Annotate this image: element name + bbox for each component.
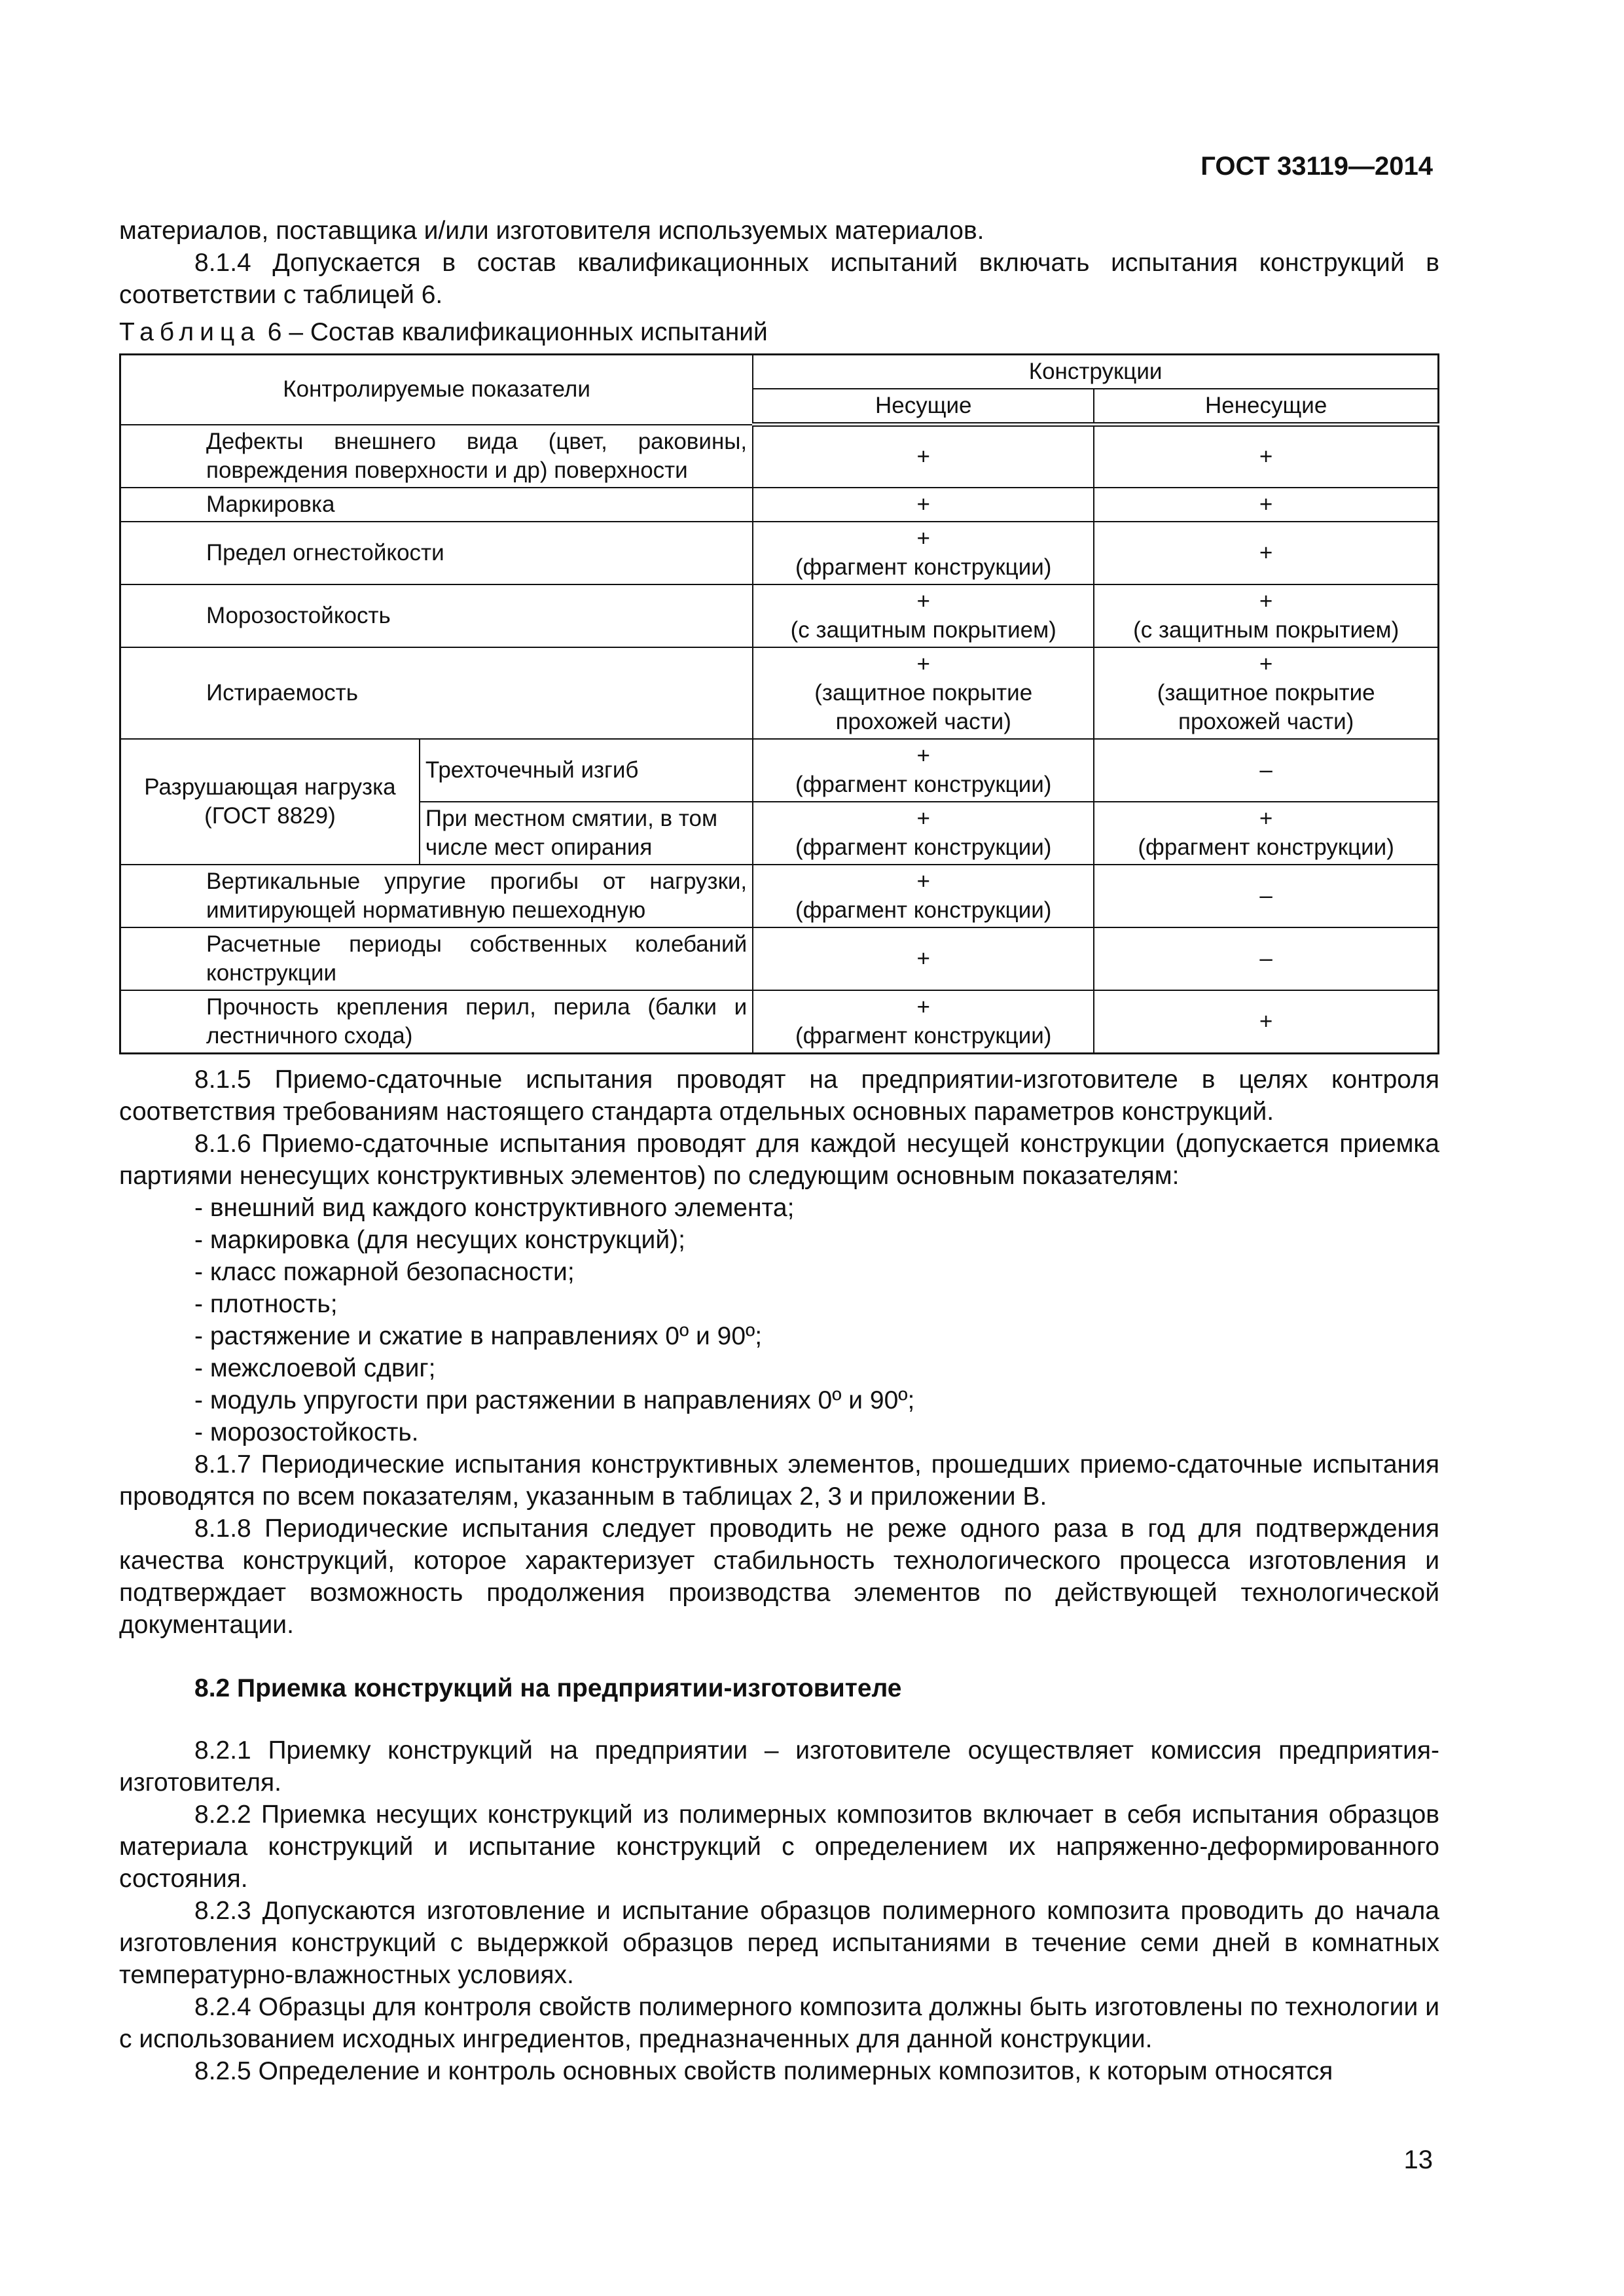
cell-line: прохожей части) bbox=[1178, 708, 1354, 734]
row-load-bearing bbox=[753, 865, 1094, 927]
list-item: - внешний вид каждого конструктивного элемента; bbox=[194, 1193, 795, 1222]
row-load-bearing bbox=[753, 647, 1094, 739]
row-load-bearing: + bbox=[753, 927, 1094, 990]
qualification-tests-table bbox=[119, 353, 1439, 1054]
table-row bbox=[120, 584, 1439, 647]
subrow-indicator bbox=[420, 802, 753, 865]
table-row bbox=[120, 425, 1439, 488]
row-load-bearing bbox=[753, 802, 1094, 865]
row-non-load-bearing: – bbox=[1094, 927, 1438, 990]
cell-line: (с защитным покрытием) bbox=[790, 617, 1056, 643]
row-load-bearing: + bbox=[753, 488, 1094, 522]
cell-line: + bbox=[916, 868, 930, 894]
paragraph-8-2-4: 8.2.4 Образцы для контроля свойств полимерного композита должны быть изготовлены по технологии и с использованием исходных ингредиентов, предназначенных для данной конструкции. bbox=[119, 1992, 1439, 2053]
table-row bbox=[120, 647, 1439, 739]
row-non-load-bearing bbox=[1094, 802, 1438, 865]
row-load-bearing bbox=[753, 584, 1094, 647]
cell-line: (фрагмент конструкции) bbox=[795, 897, 1052, 923]
row-indicator: Маркировка bbox=[120, 488, 753, 522]
row-load-bearing bbox=[753, 990, 1094, 1054]
cell-line: (защитное покрытие bbox=[1157, 679, 1375, 706]
cell-line: + bbox=[916, 525, 930, 551]
paragraph-8-1-5: 8.1.5 Приемо-сдаточные испытания проводят на предприятии-изготовителе в целях контроля соответствия требованиям настоящего стандарта отдельных основных параметров конструкций. bbox=[119, 1065, 1439, 1126]
header-indicators: Контролируемые показатели bbox=[120, 355, 753, 425]
table-caption-text: – Состав квалификационных испытаний bbox=[289, 318, 768, 346]
header-structures: Конструкции bbox=[753, 355, 1438, 389]
paragraph-8-1-8: 8.1.8 Периодические испытания следует проводить не реже одного раза в год для подтверждения качества конструкций, которое характеризует стабильность технологического процесса изготовления и подтверждает возможность продолжения производства элементов по действующей технологической документации. bbox=[119, 1514, 1439, 1639]
cell-line: Разрушающая нагрузка bbox=[144, 774, 396, 800]
row-indicator: Вертикальные упругие прогибы от нагрузки, имитирующей нормативную пешеходную bbox=[120, 865, 753, 927]
paragraph-8-2-2: 8.2.2 Приемка несущих конструкций из полимерных композитов включает в себя испытания образцов материала конструкций и испытание конструкций с определением их напряженно-деформированного состояния. bbox=[119, 1800, 1439, 1893]
page-content bbox=[119, 215, 1439, 2087]
row-indicator: Расчетные периоды собственных колебаний конструкции bbox=[120, 927, 753, 990]
list-item: - маркировка (для несущих конструкций); bbox=[194, 1225, 685, 1254]
cell-line: (с защитным покрытием) bbox=[1133, 617, 1399, 643]
list-item: - класс пожарной безопасности; bbox=[194, 1257, 575, 1286]
list-item: - растяжение и сжатие в направлениях 0º и 90º; bbox=[194, 1321, 763, 1350]
row-indicator: Предел огнестойкости bbox=[120, 522, 753, 584]
cell-line: (фрагмент конструкции) bbox=[795, 771, 1052, 797]
cell-line: числе мест опирания bbox=[425, 834, 653, 860]
table-row bbox=[120, 865, 1439, 927]
paragraph-8-1-4: 8.1.4 Допускается в состав квалификационных испытаний включать испытания конструкций в соответствии с таблицей 6. bbox=[119, 249, 1439, 309]
row-load-bearing bbox=[753, 739, 1094, 802]
cell-line: (фрагмент конструкции) bbox=[1138, 834, 1394, 860]
cell-line: (фрагмент конструкции) bbox=[795, 554, 1052, 580]
row-non-load-bearing: + bbox=[1094, 522, 1438, 584]
cell-line: + bbox=[916, 651, 930, 677]
table-caption-label: Таблица bbox=[119, 318, 261, 346]
list-item: - межслоевой сдвиг; bbox=[194, 1354, 436, 1382]
paragraph-8-2-1: 8.2.1 Приемку конструкций на предприятии – изготовителе осуществляет комиссия предприятия-изготовителя. bbox=[119, 1736, 1439, 1797]
table-row bbox=[120, 927, 1439, 990]
cell-line: + bbox=[916, 994, 930, 1020]
cell-line: (защитное покрытие bbox=[814, 679, 1033, 706]
paragraph-8-2-3: 8.2.3 Допускаются изготовление и испытание образцов полимерного композита проводить до начала изготовления конструкций с выдержкой образцов перед испытаниями в течение семи дней в комнатных температурно-влажностных условиях. bbox=[119, 1896, 1439, 1989]
group-label bbox=[120, 739, 420, 865]
cell-line: (фрагмент конструкции) bbox=[795, 834, 1052, 860]
table-row bbox=[120, 990, 1439, 1054]
table-row bbox=[120, 488, 1439, 522]
cell-line: + bbox=[916, 588, 930, 614]
list-item: - морозостойкость. bbox=[194, 1418, 419, 1446]
header-non-load-bearing: Ненесущие bbox=[1094, 389, 1438, 425]
row-load-bearing: + bbox=[753, 425, 1094, 488]
page-number: 13 bbox=[1403, 2145, 1433, 2174]
row-non-load-bearing: + bbox=[1094, 990, 1438, 1054]
cell-line: + bbox=[1259, 651, 1273, 677]
cell-line: + bbox=[916, 742, 930, 768]
row-non-load-bearing: – bbox=[1094, 739, 1438, 802]
table-caption bbox=[119, 316, 1439, 348]
row-non-load-bearing: – bbox=[1094, 865, 1438, 927]
paragraph-8-2-5: 8.2.5 Определение и контроль основных свойств полимерных композитов, к которым относятся bbox=[194, 2056, 1333, 2085]
list-item: - плотность; bbox=[194, 1289, 338, 1318]
table-row bbox=[120, 522, 1439, 584]
row-non-load-bearing: + bbox=[1094, 425, 1438, 488]
paragraph-8-1-6: 8.1.6 Приемо-сдаточные испытания проводят для каждой несущей конструкции (допускается приемка партиями ненесущих конструктивных элементов) по следующим основным показателям: bbox=[119, 1129, 1439, 1190]
paragraph-continued: материалов, поставщика и/или изготовителя используемых материалов. bbox=[119, 217, 984, 245]
table-header-row bbox=[120, 355, 1439, 389]
cell-line: + bbox=[1259, 805, 1273, 831]
document-code-header: ГОСТ 33119—2014 bbox=[1200, 152, 1433, 181]
section-heading: 8.2 Приемка конструкций на предприятии-изготовителе bbox=[194, 1674, 902, 1702]
header-load-bearing: Несущие bbox=[753, 389, 1094, 425]
paragraph-8-1-7: 8.1.7 Периодические испытания конструктивных элементов, прошедших приемо-сдаточные испытания проводятся по всем показателям, указанным в таблицах 2, 3 и приложении В. bbox=[119, 1450, 1439, 1511]
table-row-group bbox=[120, 739, 1439, 802]
row-non-load-bearing bbox=[1094, 584, 1438, 647]
cell-line: (фрагмент конструкции) bbox=[795, 1022, 1052, 1049]
cell-line: + bbox=[916, 805, 930, 831]
row-non-load-bearing bbox=[1094, 647, 1438, 739]
row-indicator: Истираемость bbox=[120, 647, 753, 739]
row-indicator: Прочность крепления перил, перила (балки и лестничного схода) bbox=[120, 990, 753, 1054]
subrow-indicator: Трехточечный изгиб bbox=[420, 739, 753, 802]
row-indicator: Морозостойкость bbox=[120, 584, 753, 647]
cell-line: (ГОСТ 8829) bbox=[204, 802, 336, 829]
cell-line: прохожей части) bbox=[835, 708, 1011, 734]
row-indicator: Дефекты внешнего вида (цвет, раковины, повреждения поверхности и др) поверхности bbox=[120, 425, 753, 488]
cell-line: При местном смятии, в том bbox=[425, 805, 718, 831]
row-non-load-bearing: + bbox=[1094, 488, 1438, 522]
list-item: - модуль упругости при растяжении в направлениях 0º и 90º; bbox=[194, 1386, 915, 1414]
table-caption-number: 6 bbox=[267, 318, 282, 346]
cell-line: + bbox=[1259, 588, 1273, 614]
row-load-bearing bbox=[753, 522, 1094, 584]
